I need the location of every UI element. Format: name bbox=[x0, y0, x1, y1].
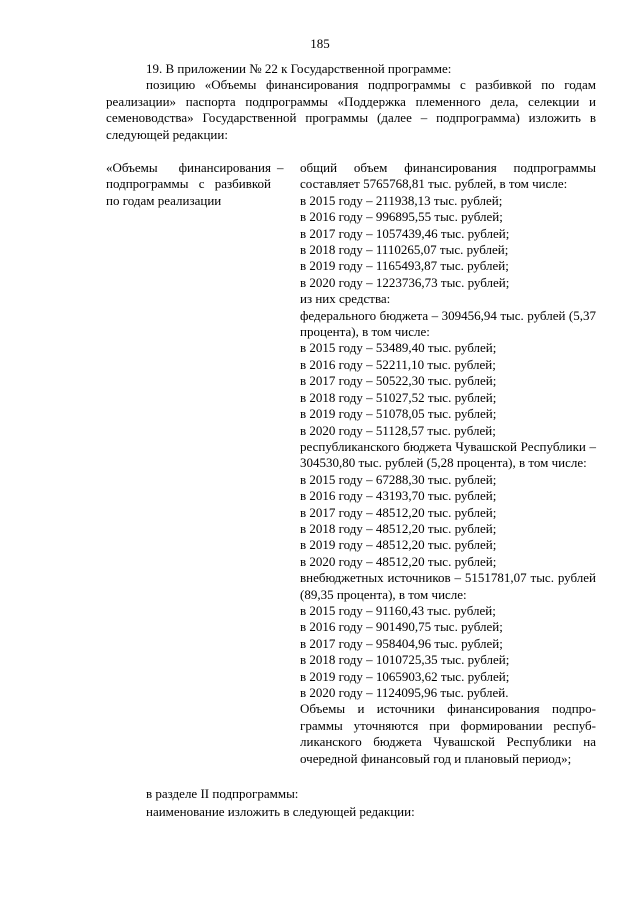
intro-paragraph: позицию «Объемы финансирования подпрограммы с разбивкой по годам реализации» паспорта подпрограммы «Поддержка племенного дела, селекции и семеноводства» Государственной программы (далее – подпрограмма) изложить в следующей редакции: bbox=[106, 77, 596, 142]
total-year-2015: в 2015 году – 211938,13 тыс. рублей; bbox=[300, 192, 503, 208]
republic-year-2018: в 2018 году – 48512,20 тыс. рублей; bbox=[300, 520, 497, 536]
federal-year-2016: в 2016 году – 52211,10 тыс. рублей; bbox=[300, 356, 496, 372]
footer-line-2: наименование изложить в следующей редакции: bbox=[146, 804, 415, 819]
extra-year-2020: в 2020 году – 1124095,96 тыс. рублей. bbox=[300, 685, 509, 700]
federal-year-2018: в 2018 году – 51027,52 тыс. рублей; bbox=[300, 389, 497, 405]
federal-year-2017: в 2017 году – 50522,30 тыс. рублей; bbox=[300, 373, 497, 389]
republic-year-2019: в 2019 году – 48512,20 тыс. рублей; bbox=[300, 537, 497, 553]
extra-budget-sources: внебюджетных источников – 5151781,07 тыс. рублей (89,35 процента), в том числе: bbox=[300, 570, 596, 602]
total-year-2019: в 2019 году – 1165493,87 тыс. рублей; bbox=[300, 258, 509, 274]
republic-year-2015: в 2015 году – 67288,30 тыс. рублей; bbox=[300, 471, 497, 487]
total-year-2017: в 2017 году – 1057439,46 тыс. рублей; bbox=[300, 225, 510, 241]
position-label-cell bbox=[106, 160, 286, 209]
position-content-cell bbox=[300, 160, 596, 767]
dash-separator: – bbox=[277, 160, 284, 175]
total-year-2020: в 2020 году – 1223736,73 тыс. рублей; bbox=[300, 274, 510, 290]
republic-year-2017: в 2017 году – 48512,20 тыс. рублей; bbox=[300, 504, 497, 520]
position-label: «Объемы финансирования подпрограммы с разбивкой по годам реализации bbox=[106, 160, 271, 208]
extra-year-2015: в 2015 году – 91160,43 тыс. рублей; bbox=[300, 602, 496, 618]
total-financing: общий объем финансирования подпрограммы составляет 5765768,81 тыс. рублей, в том числе: bbox=[300, 160, 596, 192]
footer-block bbox=[146, 785, 596, 821]
extra-year-2017: в 2017 году – 958404,96 тыс. рублей; bbox=[300, 635, 503, 651]
page-number: 185 bbox=[310, 36, 330, 51]
federal-year-2019: в 2019 году – 51078,05 тыс. рублей; bbox=[300, 406, 497, 422]
intro-block bbox=[106, 61, 596, 143]
financing-note: Объемы и источники финансирования подпрограммы уточняются при формировании республиканского бюджета Чувашской Республики на очередной финансовый год и плановый период»; bbox=[300, 701, 596, 766]
total-year-2018: в 2018 году – 1110265,07 тыс. рублей; bbox=[300, 242, 509, 258]
republic-year-2016: в 2016 году – 43193,70 тыс. рублей; bbox=[300, 488, 497, 504]
extra-year-2016: в 2016 году – 901490,75 тыс. рублей; bbox=[300, 619, 503, 635]
federal-year-2015: в 2015 году – 53489,40 тыс. рублей; bbox=[300, 340, 497, 356]
total-year-2016: в 2016 году – 996895,55 тыс. рублей; bbox=[300, 209, 503, 225]
republic-budget: республиканского бюджета Чувашской Республики – 304530,80 тыс. рублей (5,28 процента), в том числе: bbox=[300, 438, 596, 471]
extra-year-2019: в 2019 году – 1065903,62 тыс. рублей; bbox=[300, 668, 510, 684]
federal-year-2020: в 2020 году – 51128,57 тыс. рублей; bbox=[300, 422, 496, 438]
intro-heading: 19. В приложении № 22 к Государственной программе: bbox=[146, 61, 452, 76]
extra-year-2018: в 2018 году – 1010725,35 тыс. рублей; bbox=[300, 652, 510, 668]
republic-year-2020: в 2020 году – 48512,20 тыс. рублей; bbox=[300, 553, 497, 569]
of-which-label: из них средства: bbox=[300, 291, 391, 307]
federal-budget: федерального бюджета – 309456,94 тыс. рублей (5,37 процента), в том числе: bbox=[300, 307, 596, 340]
footer-line-1: в разделе II подпрограммы: bbox=[146, 786, 299, 801]
